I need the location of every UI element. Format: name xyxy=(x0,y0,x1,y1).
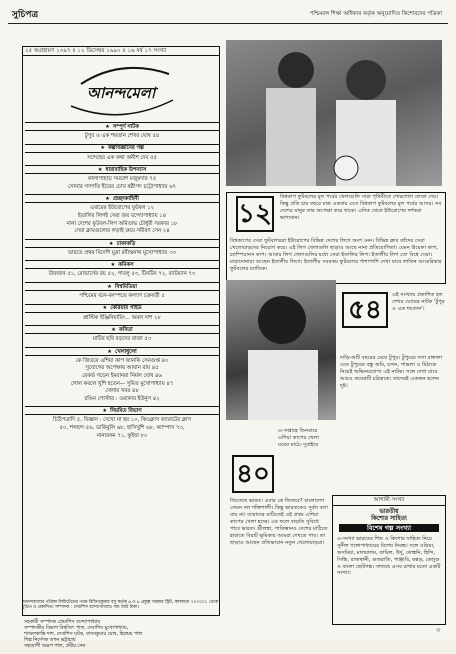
football-photo xyxy=(226,40,442,186)
star-icon: ★ xyxy=(102,305,108,312)
page-number: ৩ xyxy=(436,626,440,634)
section-heading-text: কমিকস xyxy=(118,262,134,269)
section-heading-text: খেলাধুলো xyxy=(115,348,137,355)
star-icon: ★ xyxy=(108,240,114,247)
logo-text: আনন্দমেলা xyxy=(86,84,156,102)
contents-entry[interactable]: পশ্চিমের বনে-বনস্পতে কল্যাণ চক্রবর্তী ৫ xyxy=(79,293,165,299)
upcoming-head-1: ভারতীয় xyxy=(379,507,399,515)
story-12-text-1: বিশ্বকাপ ফুটবলের মূল পর্বের খেলাগুলি সারা পৃথিবীতে শোরগোল ফেলে দেয়। কিন্তু প্রতি চার বছরে মাত্র একবার এসে বিশ্বকাপ ফুটবলের মূল পর্বের আসর। সব দেশের মানুষ তার অপেক্ষা করে থাকে। এদিক থেকে ইউরোপের দর্শকরা ভাগ্যবান। xyxy=(280,194,442,222)
star-icon: ★ xyxy=(107,348,113,355)
top-bar xyxy=(8,6,448,24)
credit-line: সহকারী সম্পাদক প্রেমাশিস বন্দ্যোপাধ্যায় xyxy=(24,620,101,625)
cricketer-photo-art xyxy=(226,280,336,420)
section-heading xyxy=(25,144,219,153)
cricketer-photo xyxy=(226,280,336,420)
section-heading-text: বিশ্বমিডিয়া xyxy=(114,283,137,290)
section-heading xyxy=(25,122,219,131)
credit-line: শ্যামলকান্তি দাশ, দেবাশিস ঘটক, বাসবকুমার ঘোষ, হিরন্ময় পাল xyxy=(24,631,143,637)
contents-entry[interactable]: কে জিতবে এশিয়া কাপ জানকি সেনগুপ্ত ৪০ xyxy=(75,357,169,364)
credit-line: সহযোগী অরূপ পাল, প্রবীর সেন xyxy=(24,643,86,649)
contents-entry[interactable]: ইতালির লিগই সেরা জয় বন্দ্যোপাধ্যায় ১৪ xyxy=(77,213,167,219)
story-40-side: এ-সপ্তাহে তিনবারে এশিয়া কাপের খেলা ঘরের মাঠে। দুবাইয়ে xyxy=(278,428,319,449)
section-heading-text: ঢাকাকড়ি xyxy=(116,240,136,247)
star-icon: ★ xyxy=(111,326,117,333)
credit-line: শিল্প নির্দেশক তপন ভট্টাচার্য xyxy=(24,637,76,643)
section-heading-text: কবিতা xyxy=(119,326,133,333)
contents-entry[interactable]: কালাপাহাড় সমরেশ মজুমদার ৭৫ xyxy=(87,176,157,183)
star-icon: ★ xyxy=(107,283,112,290)
contents-entry[interactable]: গোল করলে খুশি হতেন— সুমিত মুখোপাধ্যায় ৪৭ xyxy=(70,380,174,387)
contents-entry[interactable]: রঙিন পোস্টার : ওয়াকার ইউনুস ৪২ xyxy=(84,395,160,402)
contents-entry[interactable]: সেরা ক্লাবগুলোর লড়াই ক্রমে সমীরণ সেন ২৪ xyxy=(74,228,170,235)
contents-entry[interactable]: টারজান ৫১, রোভার্সের রয় ৫২, গাবলু ৫৩, টিনটিন ৭২, ব্যাটম্যান ৭৩ xyxy=(48,271,196,278)
logo xyxy=(41,62,201,122)
star-icon: ★ xyxy=(97,166,103,173)
upcoming-text: এ-সংখ্যা ভারতের শিশু ও কিশোর সাহিত্য নিয়ে সুনীল গঙ্গোপাধ্যায়ের বিশেষ নিবন্ধ। সঙ্গে ওড়িয়া, অসমিয়া, মালয়ালম, তামিল, উর্দু, কোঙ্কনি, হিন্দি, সিন্ধি, রাজস্থানী, গুজরাতি, পাঞ্জাবি, কন্নড়, তেলুগু ও বাংলা ছোটগল্প। সাজছে এসব রাখার মতো একটি সংখ্যা। xyxy=(337,536,441,577)
dateline: ২৫ অগ্রহায়ণ ১৩৯৭ ॥ ১২ ডিসেম্বর ১৯৯০ ॥ ১৬ বর্ষ ১৭ সংখ্যা xyxy=(22,46,220,56)
star-icon: ★ xyxy=(105,123,110,130)
section-heading xyxy=(25,347,219,356)
section-heading-text: সম্পূর্ণ নাটক xyxy=(112,123,139,130)
section-heading xyxy=(25,325,219,334)
story-54-text: দাড়ি-অটি বছরের মেয়ে টুপুর। টুপুরের দাদা বাঙ্গালা এবং টুপুরের বন্ধু অমি, চন্দন, পাভলা ও মিঠাকে নিয়েই অভিনয়যোগ্য এই নাটক। সঙ্গে দেখা যাবে আরও কয়েকটি চরিত্রকে। তাদেরই একজন হলেন দুষ্ট। xyxy=(340,355,443,390)
contents-entry[interactable]: ভারতে প্রথম বিদেশি মুদ্রা রবীন্দ্রনাথ মুখোপাধ্যায় ৩৩ xyxy=(67,249,176,256)
section-heading-text: কল্পবিজ্ঞানের গল্প xyxy=(107,145,144,152)
story-54-number: ৫৪ xyxy=(342,292,388,328)
contents-entry[interactable]: ৫০, শব্দছন্দ ৫৬, ডাকিবুলি ৬৮, হাসিখুশি ৬৮, ক্যাম্পাস ৭৩, xyxy=(59,425,185,431)
upcoming-title: আগামী সংখ্যা xyxy=(333,496,445,506)
contents-entry[interactable]: সুযোগের অপেক্ষায় আয়ান রায় ৪৫ xyxy=(85,365,159,372)
magazine-title: সুচিপত্র xyxy=(12,10,39,20)
section-heading xyxy=(25,406,219,415)
section-heading xyxy=(25,165,219,174)
contents-entry[interactable]: সন্দেহের এক কথা অনীশ দেব ৫৫ xyxy=(87,154,157,161)
section-heading xyxy=(25,194,219,203)
contents-entry[interactable]: রেকর্ড গড়েন ইমরানরা নির্মল ঘোষ ৪৬ xyxy=(82,373,162,379)
section-heading xyxy=(25,239,219,248)
upcoming-head-3: বিশেষ গল্প সংখ্যা xyxy=(339,524,439,532)
contents-entry[interactable]: মাটির ছবি বড়দের রাজা ৫৩ xyxy=(92,336,152,343)
credits xyxy=(22,616,220,654)
story-12-text-2: বিশ্বকাপের সেরা ফুটবলাররা ইউরোপের বিভিন্ন দেশের লিগে অংশ নেন। বিভিন্ন ক্লাব তাঁদের সেরা খেলোয়াড়দের নিয়োগ করে। এই লিগ খেলাগুলি ছাড়াও আছে নানা প্রতিযোগিতা। যেমন উয়েফা কাপ, চ্যাম্পিয়ানস কাপ। আবার লিগ খেলাগুলির মধ্যে সেরা ইতালির লিগ। ইতালীয় লিগ তো বিশ্বে সেরা। মারাদোনারা আছেন ইতালীয় লিগে। ইতালীয় সবরকম ফুটবলের পাশাপাশি দেখা যাবে লাতিন আমেরিকার ফুটবলের ম্যাজিক। xyxy=(230,238,442,273)
section-heading-text: ধারাবাহিক উপন্যাস xyxy=(105,166,147,173)
story-40-number: ৪০ xyxy=(232,455,274,493)
story-12-number: ১২ xyxy=(236,196,274,232)
imprint: আনন্দবাজার পত্রিকা লিমিটেডের পক্ষে বিজিতকুমার বসু কর্তৃক ৬ ও ৯ প্রফুল্ল সরকার স্ট্রিট, কলকাতা ৭০০০০১ থেকে মুদ্রিত ও প্রকাশিত। সম্পাদক : দেবাশিস বন্দ্যোপাধ্যায়। দাম আট টাকা। xyxy=(22,600,219,611)
contents-entry[interactable]: খেলার খবর ৪৮ xyxy=(105,388,139,395)
contents-entry[interactable]: নানা দেশের ফুটবল-লিগ অমিতাভ চৌধুরী সরকার ১৮ xyxy=(66,220,178,227)
section-heading-text: প্রচ্ছদকাহিনী xyxy=(112,196,139,203)
contents-entry[interactable]: চিঠিপত্রাদি ৫, বিজ্ঞান : দেখো না হয় ১০, কিওক্লাস ক্যারাটের ক্লাস xyxy=(53,417,191,424)
contents-entry[interactable]: প্লাস্টিক ইঞ্জিনিয়ারিং... অমল দাশ ২৮ xyxy=(83,314,161,321)
contents-entry[interactable]: নানারকম ৭১, কুইজ ৮০ xyxy=(96,432,148,439)
football-photo-art xyxy=(226,40,442,186)
publisher-line: পশ্চিমবঙ্গ শিক্ষা অধিকার কর্তৃক অনুমোদিত কিশোরদের পত্রিকা xyxy=(309,11,442,17)
contents-entry[interactable]: টুপুর ও এক শয়তান শেখর ঘোষ ৫৪ xyxy=(84,133,160,139)
star-icon: ★ xyxy=(100,145,105,152)
credit-line: সম্পাদকীয় বিভাগ বিশ্বজিৎ পাল, দেবাশিস মুখোপাধ্যায়, xyxy=(24,625,129,631)
section-heading xyxy=(25,260,219,269)
story-54-side: এই সংখ্যায় প্রকাশিত হল শেখর ঘোষের নাটক 'টুপুর ও এক শয়তান'। xyxy=(392,292,445,313)
contents-column xyxy=(22,56,220,616)
upcoming-box xyxy=(332,495,446,625)
upcoming-head-2: কিশোর সাহিত্য xyxy=(371,515,407,523)
star-icon: ★ xyxy=(105,196,110,203)
section-heading xyxy=(25,304,219,313)
star-icon: ★ xyxy=(102,408,108,415)
section-heading xyxy=(25,282,219,291)
contents-entry[interactable]: সোনার গণপতি হীরের চোখ ষষ্ঠীপদ চট্টোপাধ্যায় ৬৭ xyxy=(67,183,177,190)
section-heading-text: নিয়মিত বিভাগ xyxy=(110,408,142,415)
contents-entry[interactable]: এবারের ইউরোপের ফুটবল ১২ xyxy=(89,205,155,212)
section-heading-text: কেরিয়ার গাইড xyxy=(110,305,142,312)
star-icon: ★ xyxy=(110,262,116,269)
story-40-text: জিতেছে ভারত। এবার কে জিতবে? বাংলাদেশ তেমন দল শক্তিশালী। কিন্তু ভারতকেও দুর্বল বলা যায় না। তারাদের মাঠিতেই এই প্রথম এশিয়া কাপের খেলা হচ্ছে। এর ফলে বাড়তি সুবিধে পাবে ভারত। শ্রীলঙ্কা, পাকিস্তানও দেশের মাঠিতে হারাতে বিরাট ভূমিকায় আমরা দেখতে পাব। তা ছাড়াও আছেন প্রতিভাবান নতুন খেলোয়াড়রা। xyxy=(230,498,328,547)
